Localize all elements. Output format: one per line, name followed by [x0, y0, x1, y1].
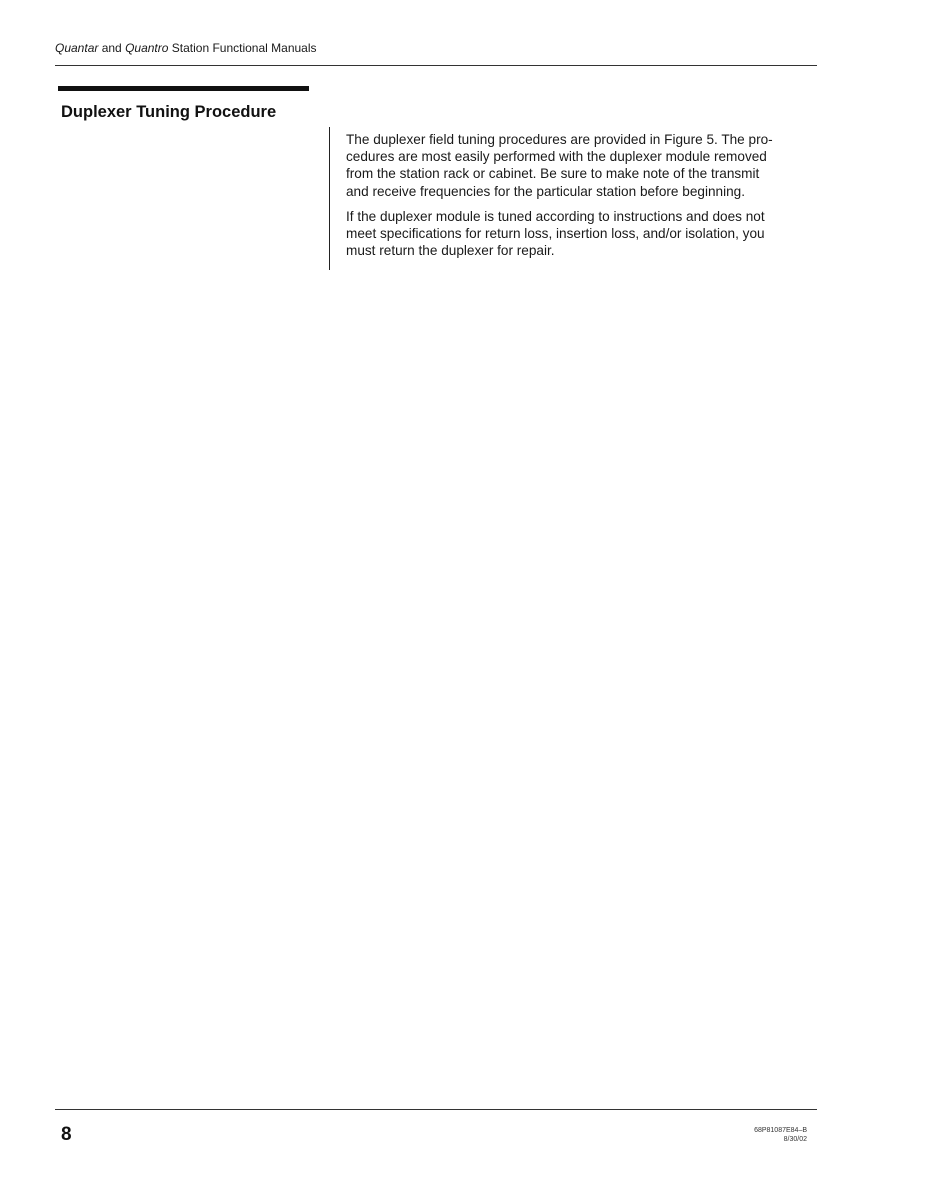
body-text — [346, 131, 821, 267]
document-date: 8/30/02 — [783, 1136, 807, 1143]
running-header — [55, 41, 317, 55]
paragraph-2-line: If the duplexer module is tuned according to instructions and does not — [346, 208, 765, 224]
header-brand-quantro: Quantro — [125, 41, 169, 55]
header-divider — [55, 65, 817, 66]
header-title-rest: Station Functional Manuals — [168, 41, 317, 55]
paragraph-2-line: must return the duplexer for repair. — [346, 243, 555, 259]
paragraph-1 — [346, 131, 821, 200]
paragraph-1-line: and receive frequencies for the particular station before beginning. — [346, 183, 745, 199]
paragraph-2-line: meet specifications for return loss, insertion loss, and/or isolation, you — [346, 226, 765, 242]
section-title: Duplexer Tuning Procedure — [61, 103, 277, 121]
document-id: 68P81087E84–B — [754, 1127, 807, 1134]
paragraph-1-line: from the station rack or cabinet. Be sure to make note of the transmit — [346, 166, 760, 182]
header-joiner: and — [98, 41, 126, 55]
footer-divider — [55, 1109, 817, 1110]
change-bar — [329, 127, 330, 270]
page-number: 8 — [61, 1124, 72, 1145]
paragraph-2 — [346, 208, 821, 260]
paragraph-1-line: The duplexer field tuning procedures are provided in Figure 5. The pro- — [346, 132, 773, 147]
document-number — [754, 1126, 807, 1144]
header-brand-quantar: Quantar — [55, 41, 99, 55]
section-heading-bar — [58, 86, 309, 91]
paragraph-1-line: cedures are most easily performed with the duplexer module removed — [346, 149, 767, 165]
